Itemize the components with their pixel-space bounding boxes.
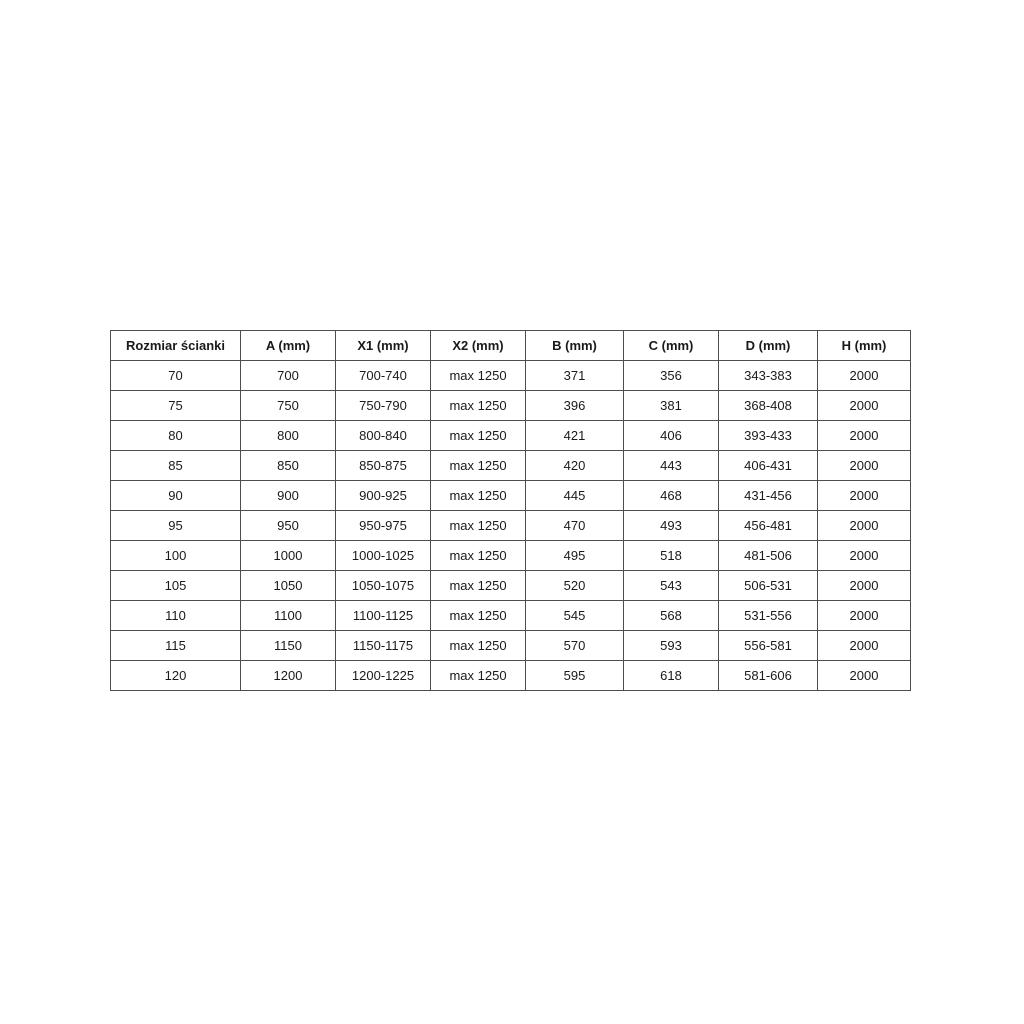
table-body [111,361,911,691]
table-cell: 2000 [818,391,911,421]
table-cell: 1150-1175 [336,631,431,661]
table-cell: 800 [241,421,336,451]
table-cell: 356 [624,361,719,391]
table-cell: 800-840 [336,421,431,451]
table-cell: 545 [526,601,624,631]
table-cell: 520 [526,571,624,601]
column-header: Rozmiar ścianki [111,331,241,361]
table-cell: 368-408 [719,391,818,421]
column-header: X1 (mm) [336,331,431,361]
table-cell: 850 [241,451,336,481]
table-cell: 1100-1125 [336,601,431,631]
table-cell: 593 [624,631,719,661]
table-cell: 2000 [818,481,911,511]
table-cell: 1050 [241,571,336,601]
table-cell: 595 [526,661,624,691]
table-cell: 900 [241,481,336,511]
table-row [111,421,911,451]
table-cell: 393-433 [719,421,818,451]
table-cell: 1150 [241,631,336,661]
table-cell: 421 [526,421,624,451]
table-cell: max 1250 [431,601,526,631]
table-cell: 1000-1025 [336,541,431,571]
table-cell: 120 [111,661,241,691]
table-row [111,601,911,631]
table-row [111,541,911,571]
table-cell: 2000 [818,451,911,481]
table-cell: 900-925 [336,481,431,511]
table-cell: 495 [526,541,624,571]
table-cell: 2000 [818,421,911,451]
table-cell: 2000 [818,511,911,541]
table-cell: 750 [241,391,336,421]
table-cell: 406-431 [719,451,818,481]
table-cell: 568 [624,601,719,631]
table-cell: 618 [624,661,719,691]
column-header: D (mm) [719,331,818,361]
column-header: X2 (mm) [431,331,526,361]
table-header-row [111,331,911,361]
table-cell: 420 [526,451,624,481]
table-cell: 518 [624,541,719,571]
table-cell: 700 [241,361,336,391]
table-cell: 700-740 [336,361,431,391]
table-cell: 556-581 [719,631,818,661]
column-header: H (mm) [818,331,911,361]
table-row [111,451,911,481]
table-cell: 70 [111,361,241,391]
table-cell: 470 [526,511,624,541]
table-cell: 481-506 [719,541,818,571]
table-cell: 506-531 [719,571,818,601]
table-cell: 2000 [818,361,911,391]
table-cell: max 1250 [431,631,526,661]
table-cell: max 1250 [431,361,526,391]
table-cell: 2000 [818,661,911,691]
table-row [111,391,911,421]
table-cell: 115 [111,631,241,661]
table-row [111,631,911,661]
table-cell: 80 [111,421,241,451]
table-cell: 396 [526,391,624,421]
table-cell: 850-875 [336,451,431,481]
table-cell: max 1250 [431,661,526,691]
column-header: C (mm) [624,331,719,361]
table-cell: max 1250 [431,571,526,601]
table-cell: 581-606 [719,661,818,691]
table-cell: 1200-1225 [336,661,431,691]
table-cell: 90 [111,481,241,511]
table-cell: 570 [526,631,624,661]
table-row [111,571,911,601]
table-cell: max 1250 [431,541,526,571]
table-cell: 950 [241,511,336,541]
table-cell: 105 [111,571,241,601]
table-cell: 2000 [818,601,911,631]
table-cell: 75 [111,391,241,421]
table-cell: 750-790 [336,391,431,421]
table-cell: 1050-1075 [336,571,431,601]
table-cell: 445 [526,481,624,511]
table-row [111,481,911,511]
table-cell: max 1250 [431,451,526,481]
table-cell: 95 [111,511,241,541]
table-cell: 950-975 [336,511,431,541]
column-header: B (mm) [526,331,624,361]
table-cell: 2000 [818,571,911,601]
table-cell: 85 [111,451,241,481]
table-cell: 371 [526,361,624,391]
table-cell: 531-556 [719,601,818,631]
table-cell: 443 [624,451,719,481]
table-cell: max 1250 [431,391,526,421]
table-cell: max 1250 [431,421,526,451]
table-row [111,361,911,391]
table-cell: 110 [111,601,241,631]
table-cell: 100 [111,541,241,571]
table-cell: 493 [624,511,719,541]
table-row [111,511,911,541]
table-cell: 456-481 [719,511,818,541]
table-cell: 543 [624,571,719,601]
table-cell: 2000 [818,631,911,661]
table-cell: 468 [624,481,719,511]
table-cell: 1100 [241,601,336,631]
table-cell: 2000 [818,541,911,571]
table-cell: 406 [624,421,719,451]
table-cell: 381 [624,391,719,421]
table-cell: 431-456 [719,481,818,511]
table-cell: 1000 [241,541,336,571]
table-row [111,661,911,691]
table-cell: max 1250 [431,481,526,511]
column-header: A (mm) [241,331,336,361]
table-cell: 1200 [241,661,336,691]
size-dimensions-table [110,330,911,691]
table-cell: 343-383 [719,361,818,391]
table-cell: max 1250 [431,511,526,541]
